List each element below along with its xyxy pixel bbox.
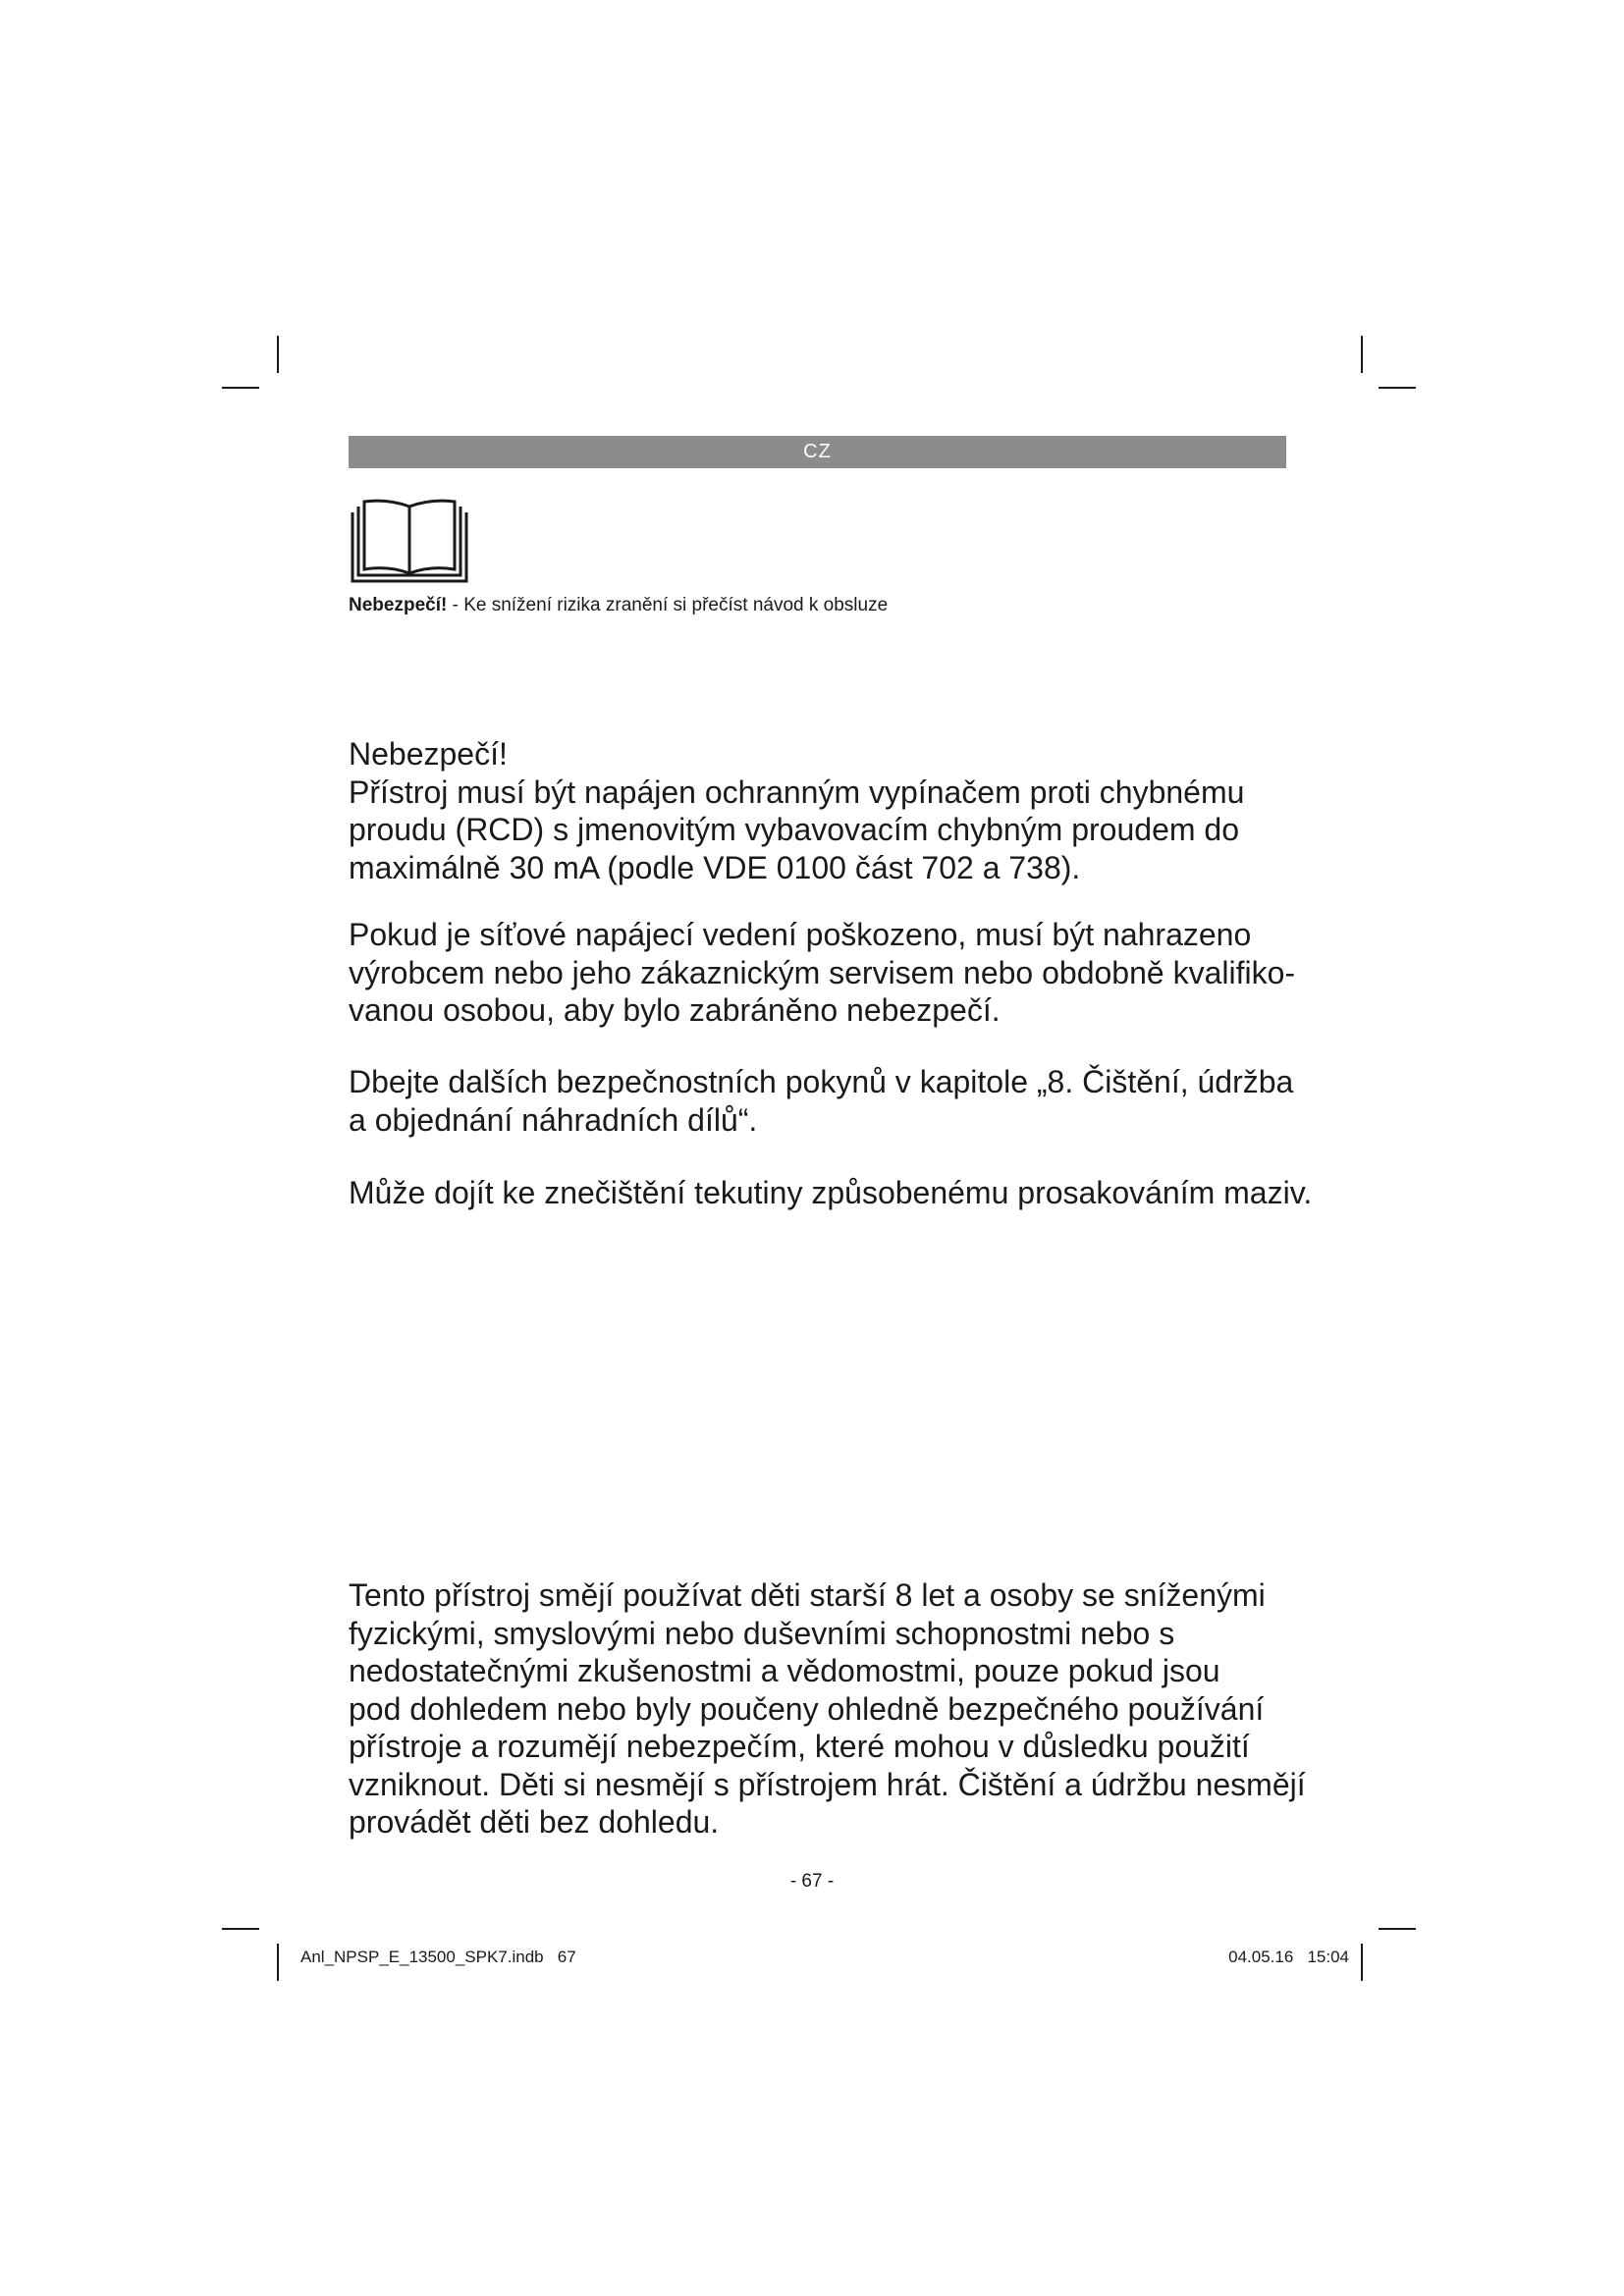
notice-text: - Ke snížení rizika zranění si přečíst návod k obsluze	[447, 595, 889, 615]
danger-label: Nebezpečí!	[349, 595, 448, 615]
crop-mark	[222, 387, 259, 389]
manual-notice	[349, 595, 888, 616]
language-code: CZ	[803, 441, 832, 462]
paragraph-power-cord: Pokud je síťové napájecí vedení poškozeno, musí být nahrazeno výrobcem nebo jeho zákaznickým servisem nebo obdobně kvalifiko- vanou osobou, aby bylo zabráněno nebezpečí.	[349, 917, 1296, 1028]
language-header-bar	[349, 436, 1286, 468]
crop-mark	[1379, 1928, 1416, 1930]
paragraph-children: Tento přístroj smějí používat děti starší 8 let a osoby se sníženými fyzickými, smyslovými nebo duševními schopnostmi nebo s nedostatečnými zkušenostmi a vědomostmi, pouze pokud jsou pod dohledem nebo byly poučeny ohledně bezpečného používání přístroje a rozumějí nebezpečím, které mohou v důsledku použití vzniknout. Děti si nesmějí s přístrojem hrát. Čištění a údržbu nesmějí provádět děti bez dohledu.	[349, 1577, 1306, 1840]
crop-mark	[277, 336, 279, 373]
footer-file-name: Anl_NPSP_E_13500_SPK7.indb 67	[300, 1948, 576, 1966]
crop-mark	[1361, 336, 1363, 373]
paragraph-safety-chapter: Dbejte dalších bezpečnostních pokynů v kapitole „8. Čištění, údržba a objednání náhradních dílů“.	[349, 1064, 1294, 1138]
crop-mark	[1361, 1944, 1363, 1981]
crop-mark	[277, 1944, 279, 1981]
footer-timestamp: 04.05.16 15:04	[1228, 1948, 1349, 1966]
page-number: - 67 -	[789, 1871, 835, 1892]
crop-mark	[222, 1928, 259, 1930]
paragraph-lubricant: Může dojít ke znečištění tekutiny způsobenému prosakováním maziv.	[349, 1175, 1313, 1210]
open-book-icon	[349, 499, 470, 583]
paragraph-rcd-warning: Nebezpečí! Přístroj musí být napájen ochranným vypínačem proti chybnému proudu (RCD) s jmenovitým vybavovacím chybným proudem do maximálně 30 mA (podle VDE 0100 část 702 a 738).	[349, 736, 1245, 885]
crop-mark	[1379, 387, 1416, 389]
